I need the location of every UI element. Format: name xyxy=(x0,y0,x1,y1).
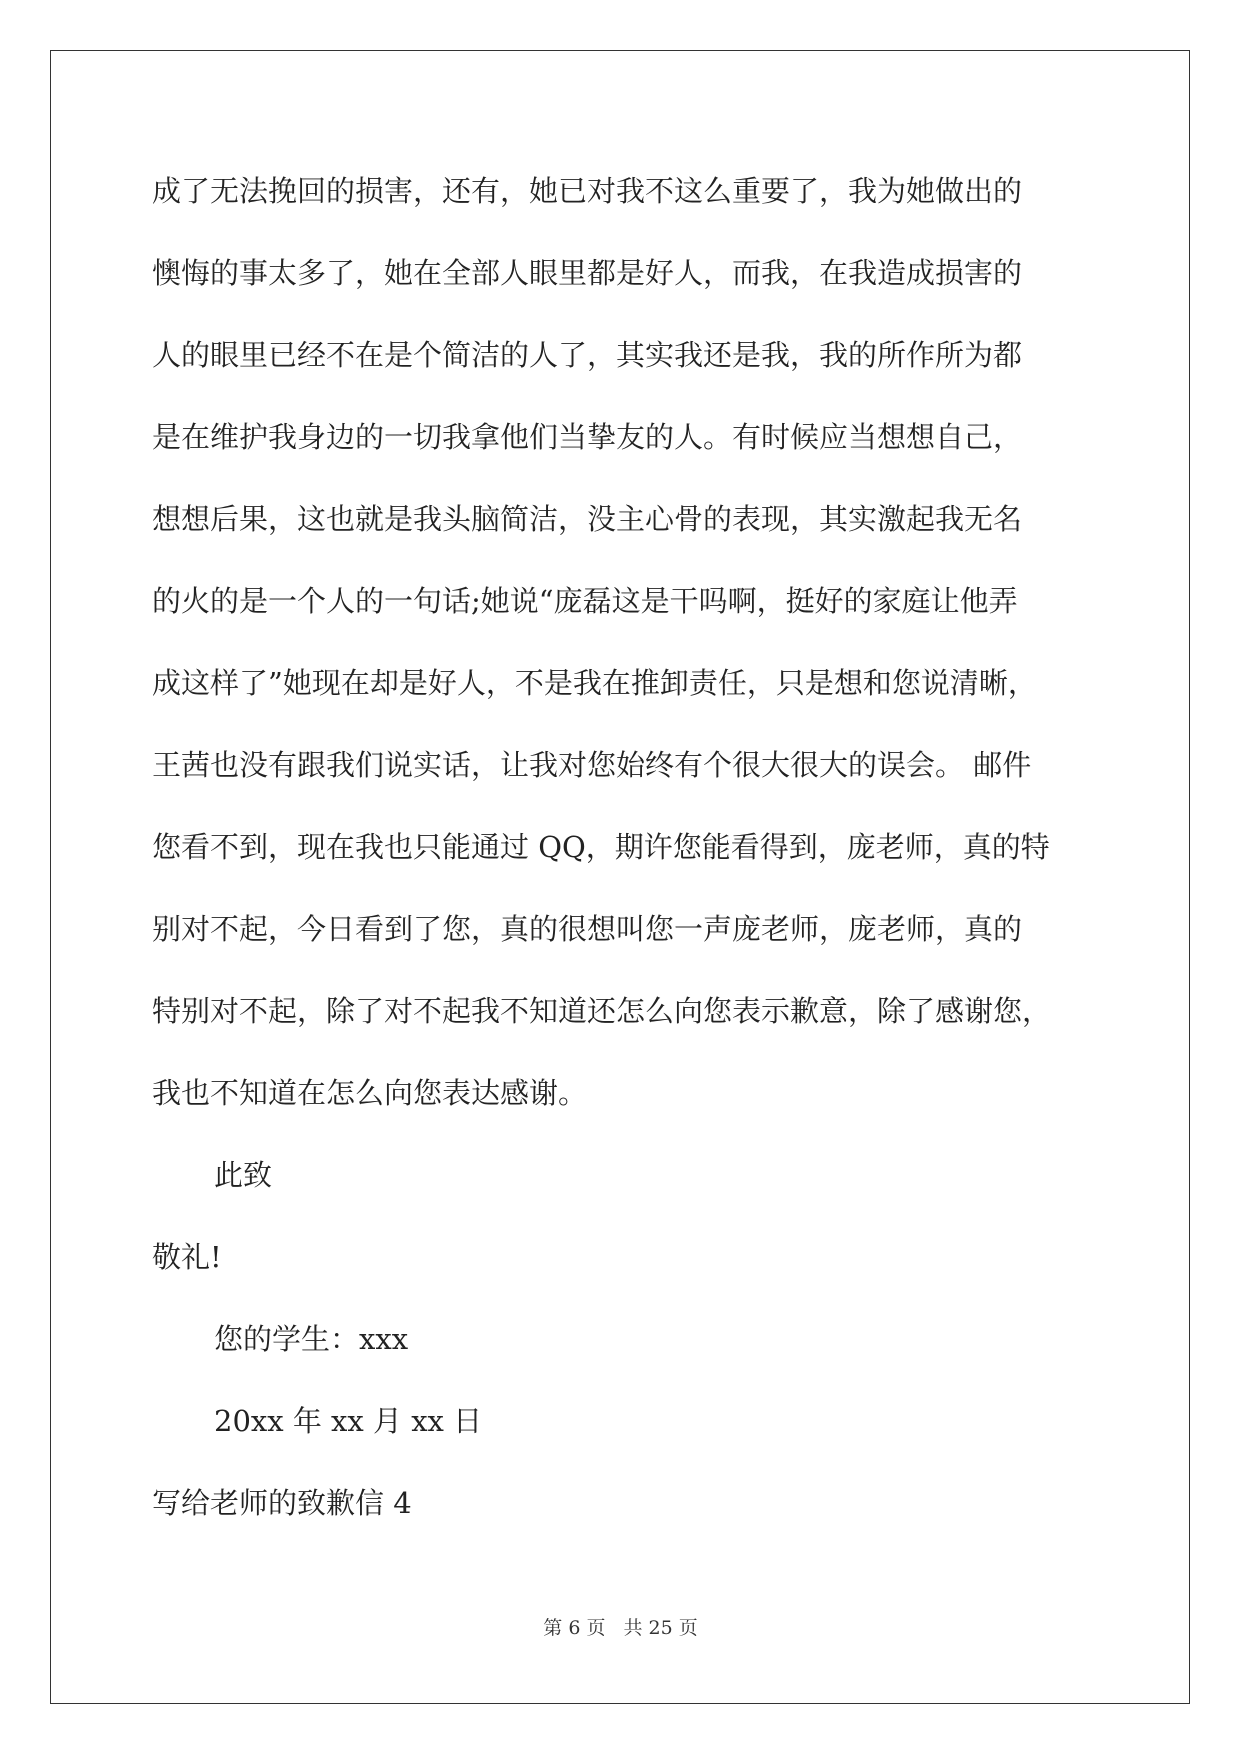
section-title: 写给老师的致歉信 4 xyxy=(152,1486,412,1520)
body-line: 懊悔的事太多了，她在全部人眼里都是好人，而我，在我造成损害的 xyxy=(152,256,1023,290)
body-line: 我也不知道在怎么向您表达感谢。 xyxy=(152,1076,588,1110)
body-line: 成了无法挽回的损害，还有，她已对我不这么重要了，我为她做出的 xyxy=(152,174,1023,208)
letter-date: 20xx 年 xx 月 xx 日 xyxy=(214,1404,483,1438)
body-line: 王茜也没有跟我们说实话，让我对您始终有个很大很大的误会。 邮件 xyxy=(152,748,1032,782)
letter-body xyxy=(152,166,1107,1560)
closing-respect: 敬礼! xyxy=(152,1240,222,1274)
body-line: 您看不到，现在我也只能通过 QQ，期许您能看得到，庞老师，真的特 xyxy=(152,830,1050,864)
body-line: 想想后果，这也就是我头脑简洁，没主心骨的表现，其实激起我无名 xyxy=(152,502,1023,536)
body-line: 特别对不起，除了对不起我不知道还怎么向您表示歉意，除了感谢您， xyxy=(152,994,1052,1028)
body-line: 的火的是一个人的一句话;她说“庞磊这是干吗啊，挺好的家庭让他弄 xyxy=(152,584,1018,618)
body-line: 别对不起，今日看到了您，真的很想叫您一声庞老师，庞老师，真的 xyxy=(152,912,1023,946)
page-number: 第 6 页 xyxy=(543,1617,606,1639)
closing-salutation: 此致 xyxy=(214,1158,273,1192)
body-line: 人的眼里已经不在是个简洁的人了，其实我还是我，我的所作所为都 xyxy=(152,338,1023,372)
body-line: 是在维护我身边的一切我拿他们当挚友的人。有时候应当想想自己， xyxy=(152,420,1023,454)
page-footer xyxy=(0,1613,1241,1640)
signature: 您的学生：xxx xyxy=(214,1322,409,1356)
body-line: 成这样了”她现在却是好人，不是我在推卸责任，只是想和您说清晰， xyxy=(152,666,1037,700)
page-total: 共 25 页 xyxy=(623,1617,698,1639)
